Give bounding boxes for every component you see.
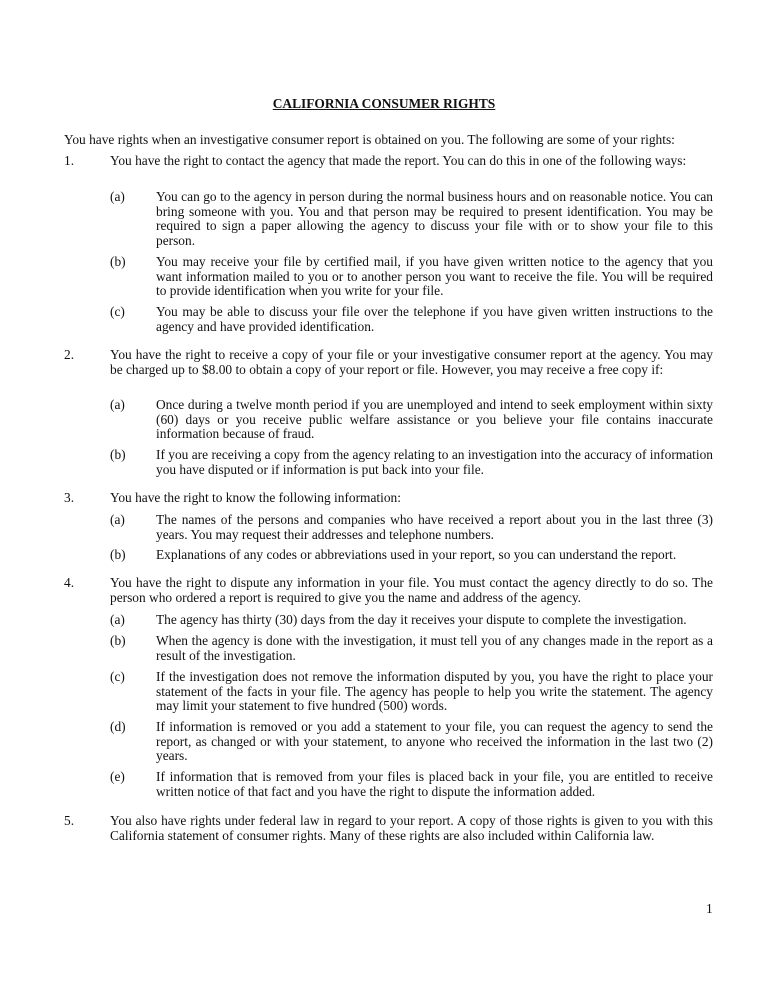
subitem-label: (d) xyxy=(110,719,126,734)
subitem-text: If information that is removed from your files is placed back in your file, you are entitled to receive written notice of that fact and you have the right to dispute the information added. xyxy=(156,769,713,799)
item-number: 1. xyxy=(64,153,75,168)
subitem-label: (b) xyxy=(110,447,126,462)
document-title: CALIFORNIA CONSUMER RIGHTS xyxy=(272,96,496,111)
item-text: You have the right to receive a copy of your file or your investigative consumer report at the agency. You may be charged up to $8.00 to obtain a copy of your report or file. However, you may receive a free copy if: xyxy=(110,347,713,377)
subitem-text: You may be able to discuss your file over the telephone if you have given written instructions to the agency and have provided identification. xyxy=(156,304,713,334)
subitem-text: If the investigation does not remove the information disputed by you, you have the right to place your statement of the facts in your file. The agency has people to help you write the statement. The agency may limit your statement to five hundred (500) words. xyxy=(156,669,713,713)
subitem-label: (a) xyxy=(110,612,125,627)
subitem-label: (b) xyxy=(110,633,126,648)
subitem-label: (a) xyxy=(110,397,125,412)
subitem-text: Explanations of any codes or abbreviations used in your report, so you can understand the report. xyxy=(156,547,677,562)
subitem-label: (b) xyxy=(110,547,126,562)
subitem-text: Once during a twelve month period if you are unemployed and intend to seek employment within sixty (60) days or you receive public welfare assistance or you believe your file contains inaccurate information because of fraud. xyxy=(156,397,713,441)
subitem-label: (c) xyxy=(110,669,125,684)
item-text: You have the right to contact the agency that made the report. You can do this in one of the following ways: xyxy=(110,153,687,168)
subitem-label: (b) xyxy=(110,254,126,269)
page-number: 1 xyxy=(706,901,713,916)
subitem-text: You may receive your file by certified mail, if you have given written notice to the agency that you want information mailed to you or to another person you want to receive the file. You will be required to provide identification when you write for your file. xyxy=(156,254,713,298)
item-text: You have the right to dispute any information in your file. You must contact the agency directly to do so. The person who ordered a report is required to give you the name and address of the agency. xyxy=(110,575,713,605)
subitem-text: When the agency is done with the investigation, it must tell you of any changes made in the report as a result of the investigation. xyxy=(156,633,713,663)
subitem-text: You can go to the agency in person during the normal business hours and on reasonable notice. You can bring someone with you. You and that person may be required to present identification. You may be required to sign a paper allowing the agency to discuss your file with or to show your file to this person. xyxy=(156,189,713,248)
subitem-label: (a) xyxy=(110,512,125,527)
subitem-text: The agency has thirty (30) days from the day it receives your dispute to complete the investigation. xyxy=(156,612,687,627)
subitem-text: If you are receiving a copy from the agency relating to an investigation into the accuracy of information you have disputed or if information is put back into your file. xyxy=(156,447,713,477)
subitem-label: (a) xyxy=(110,189,125,204)
item-text: You also have rights under federal law in regard to your report. A copy of those rights is given to you with this California statement of consumer rights. Many of these rights are also included within California law. xyxy=(110,813,713,843)
subitem-label: (c) xyxy=(110,304,125,319)
subitem-text: The names of the persons and companies who have received a report about you in the last three (3) years. You may request their addresses and telephone numbers. xyxy=(156,512,713,542)
item-number: 5. xyxy=(64,813,75,828)
item-text: You have the right to know the following information: xyxy=(110,490,401,505)
subitem-text: If information is removed or you add a statement to your file, you can request the agency to send the report, as changed or with your statement, to anyone who received the information in the last two (2) years. xyxy=(156,719,713,763)
item-number: 2. xyxy=(64,347,75,362)
subitem-label: (e) xyxy=(110,769,125,784)
intro-paragraph: You have rights when an investigative consumer report is obtained on you. The following are some of your rights: xyxy=(64,132,675,147)
item-number: 3. xyxy=(64,490,75,505)
item-number: 4. xyxy=(64,575,75,590)
